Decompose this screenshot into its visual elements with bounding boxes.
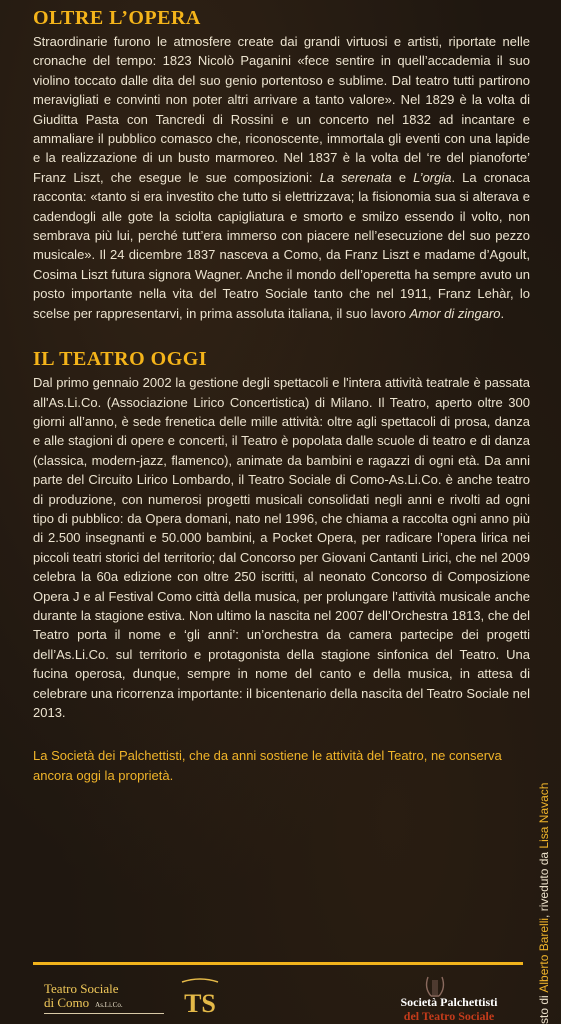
section-title-teatro-oggi: IL TEATRO OGGI	[33, 348, 208, 371]
footer-divider	[33, 962, 523, 965]
footer-underline	[44, 1013, 164, 1014]
ts-monogram-logo	[178, 976, 222, 1022]
paragraph-oltre-opera	[33, 32, 530, 323]
societa-palchettisti-name: Società Palchettisti	[400, 995, 498, 1009]
text-part: Straordinarie furono le atmosfere create dai grandi virtuosi e artisti, riportate nelle cronache del tempo: 1823 Nicolò Paganini «fece sentire in quell’accademia il suo violino toccato dalle dita del suo genio portentoso e sublime. Dal teatro tutti partirono meravigliati e convinti non poter altri arrivare a tanto valore». Nel 1829 è la volta di Giuditta Pasta con Tancredi di Rossini e un concerto nel 1832 ad incantare e ammaliare il pubblico comasco che, riconoscente, immortala gli eventi con una lapide e la realizzazione di un busto marmoreo. Nel 1837 è la volta del ‘re del pianoforte’ Franz Liszt, che esegue le sue composizioni:	[33, 34, 530, 185]
text-part: . La cronaca racconta: «tanto si era investito che tutto si elettrizzava; la fisionomia sua si alterava e cadendogli alle gote la sciolta capigliatura e smorto e smilzo essendo il volto, non sembrava più lui, perché tutt’era immerso con piacere nell’esecuzione del suo pezzo musicale». Il 24 dicembre 1837 nasceva a Como, da Franz Liszt e madame d’Agoult, Cosima Liszt futura signora Wagner. Anche il mondo dell’operetta ha sempre avuto un posto importante nella vita del Teatro Sociale tanto che nel 1911, Franz Lehàr, lo scelse per rappresentarvi, in prima assoluta italiana, il suo lavoro	[33, 169, 530, 321]
section-title-oltre-opera: OLTRE L’OPERA	[33, 7, 201, 29]
content	[33, 6, 530, 786]
credit-reviser: Lisa Navach	[537, 782, 551, 849]
societa-palchettisti-subtitle: del Teatro Sociale	[403, 1009, 495, 1023]
text-part: .	[500, 305, 505, 321]
paragraph-teatro-oggi: Dal primo gennaio 2002 la gestione degli spettacoli e l'intera attività teatrale è passata all'As.Li.Co. (Associazione Lirico Concertistica) di Milano. Il Teatro, aperto oltre 300 giorni all’anno, è sede frenetica delle mille attività: oltre agli spettacoli di prosa, danza e alle stagioni di opere e concerti, il Teatro è popolata dalle scuole di teatro e di danza (classica, modern-jazz, flamenco), animate da bambini e ragazzi di ogni età. Da anni parte del Circuito Lirico Lombardo, il Teatro Sociale di Como-As.Li.Co. è anche teatro di produzione, con numerosi progetti musicali consolidati negli anni e rivolti ad ogni tipo di pubblico: da Opera domani, nato nel 1996, che chiama a raccolta ogni anno più di 2.500 insegnanti e 50.000 bambini, a Pocket Opera, per radicare l’opera lirica nei piccoli teatri storici del territorio; dal Concorso per Giovani Cantanti Lirici, che nel 2009 celebra la 60a edizione con oltre 250 iscritti, al neonato Concorso di Composizione Opera J e al Festival Como città della musica, per prolungare l’attività musicale anche durante la stagione estiva. Non ultimo la nascita nel 2007 dell’Orchestra 1813, che del Teatro porta il nome e ‘gli anni’: un’orchestra da camera partecipe dei progetti dell’As.Li.Co. sul territorio e protagonista della stagione sinfonica del Teatro. Una fucina operosa, dunque, sempre in nome del canto e della musica, in attesa di celebrare una ricorrenza importante: il bicentenario della nascita del Teatro Sociale nel 2013.	[33, 375, 530, 720]
italic-title: Amor di zingaro	[409, 305, 501, 321]
teatro-name-line2: di Como As.Li.Co.	[44, 995, 123, 1010]
italic-title: L’orgia	[413, 169, 452, 185]
teatro-name-line1: Teatro Sociale	[44, 981, 119, 996]
credit-author: Alberto Barelli	[537, 917, 551, 993]
svg-text:TS: TS	[184, 989, 216, 1018]
italic-title: La serenata	[319, 169, 392, 185]
author-credit	[536, 783, 552, 1024]
teatro-sociale-logo-text	[44, 982, 164, 1012]
text-part: e	[391, 169, 414, 185]
aslico-label: As.Li.Co.	[95, 1001, 123, 1009]
credit-middle: , riveduto da	[537, 848, 551, 918]
note-palchettisti: La Società dei Palchettisti, che da anni sostiene le attività del Teatro, ne conserva ancora oggi la proprietà.	[33, 748, 502, 784]
credit-prefix: sto di	[537, 992, 551, 1024]
